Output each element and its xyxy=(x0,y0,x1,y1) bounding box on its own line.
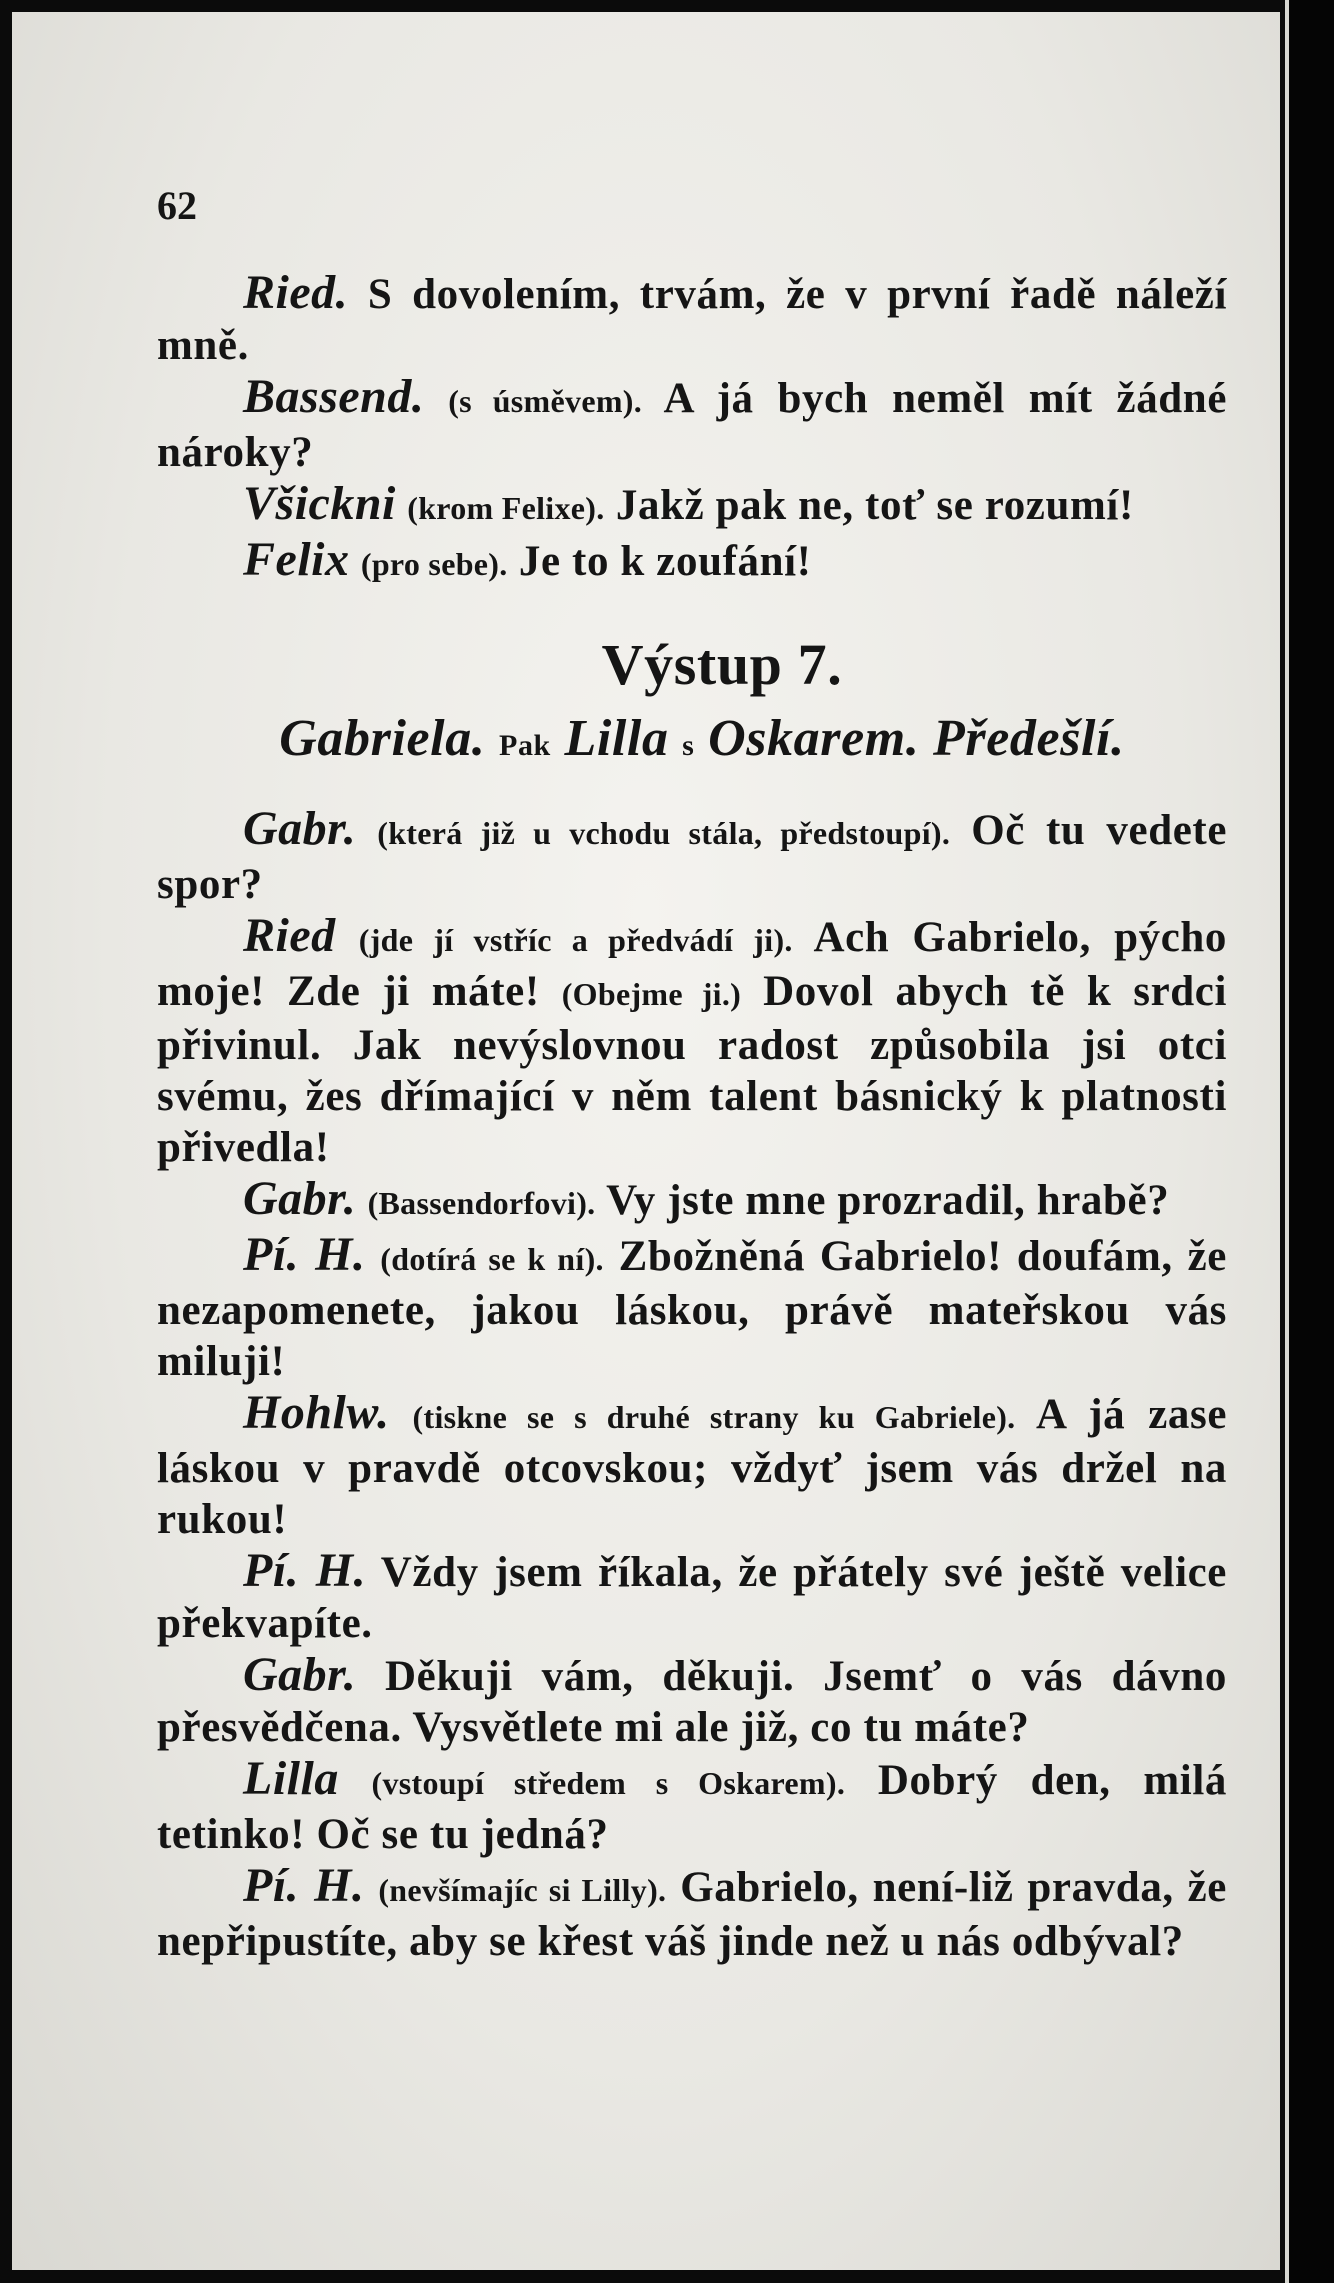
stage-direction: (pro sebe). xyxy=(360,546,508,582)
stage-direction: (vstoupí středem s Oskarem). xyxy=(371,1765,846,1801)
speech-text: Dovol abych tě k srdci přivinul. Jak nevýslovnou radost způsobila jsi otci svému, žes dřímající v něm talent básnický k platnosti přivedla! xyxy=(157,968,1228,1171)
stage-direction: (nevšímajíc si Lilly). xyxy=(378,1872,667,1908)
speaker-name: Pí. H. xyxy=(243,1859,365,1912)
speech-text: Je to k zoufání! xyxy=(518,538,812,585)
cast-connector: s xyxy=(682,729,695,762)
speaker-name: Gabr. xyxy=(243,1648,357,1701)
speech-text: Gabrielo, není-liž pravda, že nepřipustíte, aby se křest váš jinde než u nás odbýval? xyxy=(157,1864,1227,1965)
speaker-name: Hohlw. xyxy=(243,1386,390,1439)
speaker-name: Felix xyxy=(243,533,350,586)
speaker-name: Pí. H. xyxy=(243,1544,367,1597)
speaker-name: Ried. xyxy=(243,266,349,319)
book-page xyxy=(12,12,1280,2270)
scene-heading: Výstup 7. xyxy=(601,632,843,697)
speech-text: Dobrý den, milá tetinko! Oč se tu jedná? xyxy=(157,1757,1227,1858)
speech-text: Ach Gabrielo, pýcho moje! Zde ji máte! xyxy=(157,914,1227,1015)
scene-cast xyxy=(157,708,1227,777)
stage-direction: (Obejme ji.) xyxy=(561,976,742,1012)
speech-line xyxy=(157,1649,1227,1753)
speaker-name: Lilla xyxy=(243,1752,339,1805)
speech-line xyxy=(157,267,1227,371)
speech-line xyxy=(157,478,1227,534)
speech-line xyxy=(157,1173,1227,1229)
speaker-name: Gabr. xyxy=(243,1172,357,1225)
speech-line xyxy=(157,1753,1227,1860)
speech-text: S dovolením, trvám, že v první řadě náleží mně. xyxy=(157,271,1227,369)
speech-text: Děkuji vám, děkuji. Jsemť o vás dávno přesvědčena. Vysvětlete mi ale již, co tu máte? xyxy=(157,1653,1227,1751)
speech-line xyxy=(157,1860,1227,1967)
speech-text: Vždy jsem říkala, že přátely své ještě velice překvapíte. xyxy=(157,1549,1227,1647)
speech-line xyxy=(157,1545,1227,1649)
speaker-name: Bassend. xyxy=(243,370,425,423)
speaker-name: Ried xyxy=(243,909,336,962)
cast-name: Předešlí. xyxy=(933,710,1125,767)
speaker-name: Pí. H. xyxy=(243,1228,366,1281)
cast-name: Oskarem. xyxy=(708,710,920,767)
speech-text: Zbožněná Gabrielo! doufám, že nezapomenete, jakou láskou, právě mateřskou vás miluji! xyxy=(157,1233,1227,1385)
speech-line xyxy=(157,1387,1227,1545)
stage-direction: (která již u vchodu stála, předstoupí). xyxy=(377,815,951,851)
speech-line xyxy=(157,1229,1227,1387)
speech-line xyxy=(157,910,1227,1173)
speech-line xyxy=(157,371,1227,478)
page-number: 62 xyxy=(157,183,197,228)
cast-name: Gabriela. xyxy=(279,710,486,767)
speech-text: A já bych neměl mít žádné nároky? xyxy=(157,375,1228,476)
speech-text: Jakž pak ne, toť se rozumí! xyxy=(615,482,1134,529)
stage-direction: (s úsměvem). xyxy=(448,383,643,419)
speech-text: Oč tu vedete spor? xyxy=(157,807,1228,908)
speech-line xyxy=(157,803,1227,910)
stage-direction: (dotírá se k ní). xyxy=(380,1241,604,1277)
speaker-name: Gabr. xyxy=(243,802,357,855)
speech-text: Vy jste mne prozradil, hrabě? xyxy=(606,1177,1170,1224)
stage-direction: (tiskne se s druhé strany ku Gabriele). xyxy=(412,1399,1016,1435)
cast-name: Lilla xyxy=(564,710,669,767)
cast-connector: Pak xyxy=(499,729,551,762)
stage-direction: (jde jí vstříc a předvádí ji). xyxy=(358,922,793,958)
scan-border xyxy=(1289,0,1334,2283)
page-text xyxy=(157,267,1227,1967)
speech-line xyxy=(157,534,1227,590)
speaker-name: Všickni xyxy=(243,477,396,530)
stage-direction: (Bassendorfovi). xyxy=(367,1185,596,1221)
speech-text: A já zase láskou v pravdě otcovskou; vždyť jsem vás držel na rukou! xyxy=(157,1391,1227,1543)
stage-direction: (krom Felixe). xyxy=(407,490,605,526)
